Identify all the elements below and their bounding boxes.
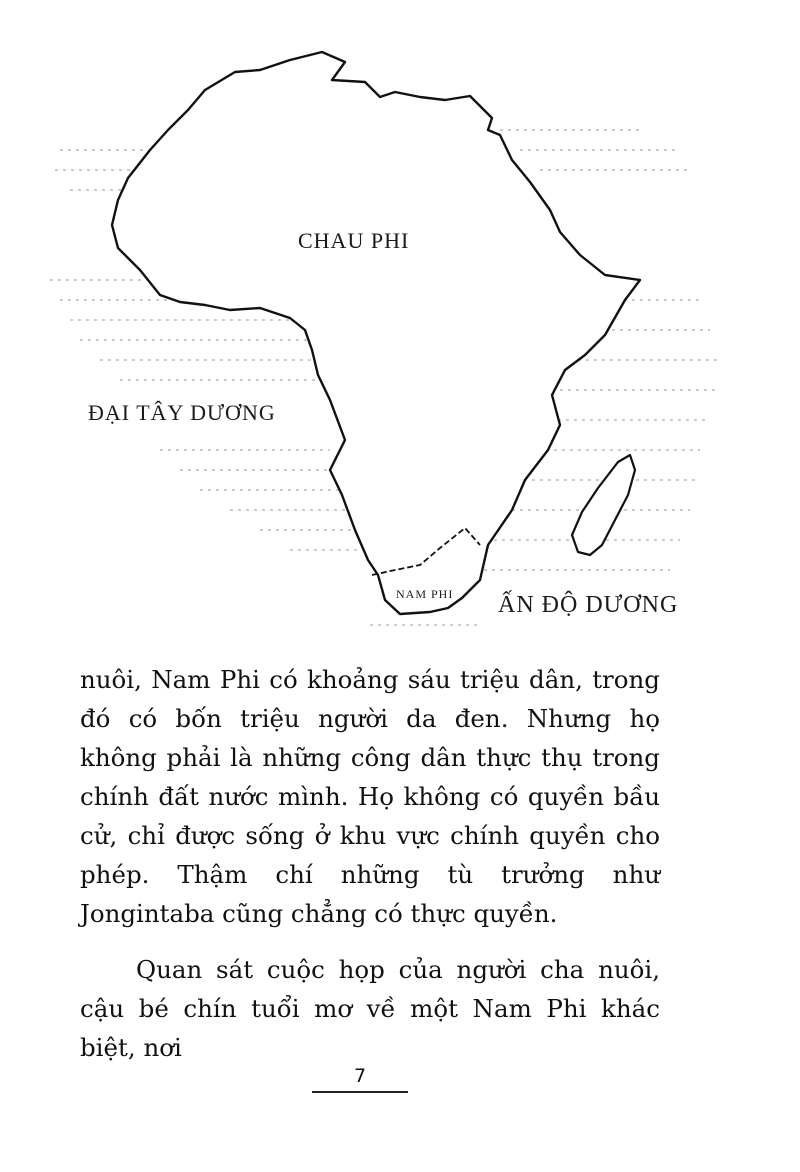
atlantic-ocean-label: ĐẠI TÂY DƯƠNG [88, 400, 276, 425]
continent-label: CHAU PHI [298, 228, 410, 253]
south-africa-label: NAM PHI [396, 587, 454, 601]
indian-ocean-label: ẤN ĐỘ DƯƠNG [498, 592, 679, 618]
madagascar-outline [572, 455, 635, 555]
africa-continent-outline [112, 52, 640, 614]
page-number: 7 [353, 1065, 367, 1087]
page-footer [300, 1065, 420, 1093]
page-number-rule [312, 1091, 408, 1093]
paragraph-2: Quan sát cuộc họp của người cha nuôi, cậu bé chín tuổi mơ về một Nam Phi khác biệt, nơi [80, 955, 660, 1062]
paragraph-1: nuôi, Nam Phi có khoảng sáu triệu dân, trong đó có bốn triệu người da đen. Nhưng họ không phải là những công dân thực thụ trong chính đất nước mình. Họ không có quyền bầu cử, chỉ được sống ở khu vực chính quyền cho phép. Thậm chí những tù trưởng như Jongintaba cũng chẳng có thực quyền. [80, 665, 660, 928]
